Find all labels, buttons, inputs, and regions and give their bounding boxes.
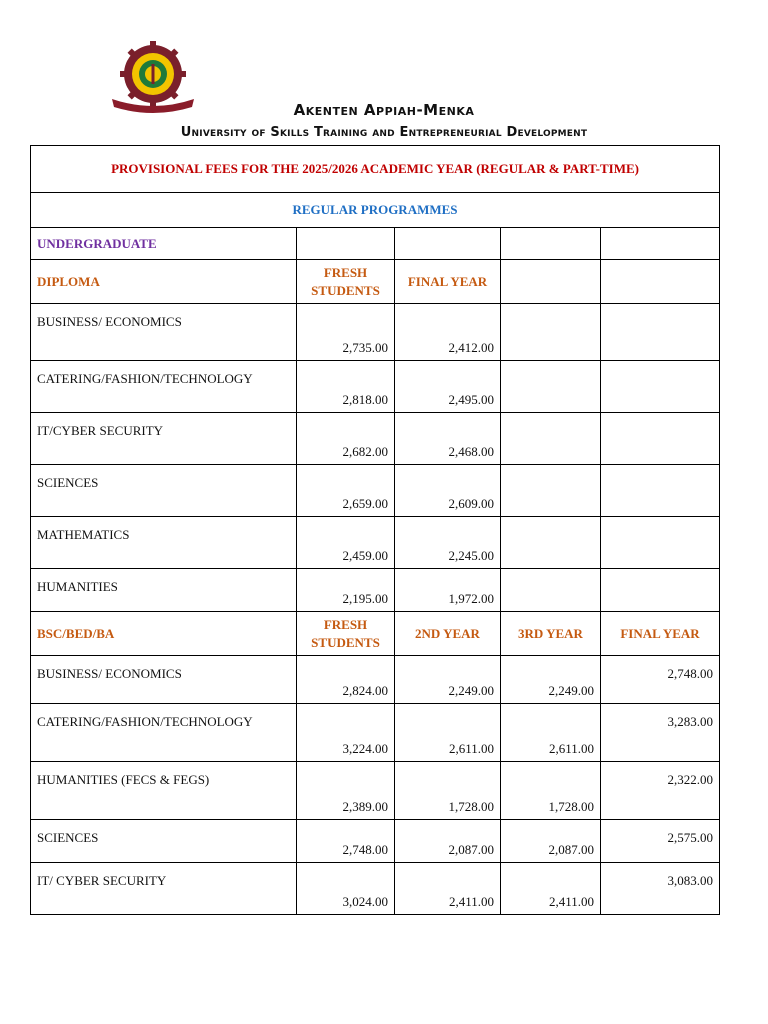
fee-third: 2,411.00 (501, 863, 601, 915)
fee-third: 2,249.00 (501, 656, 601, 704)
fee-fresh: 2,659.00 (297, 465, 395, 517)
table-row (31, 517, 720, 569)
programme-name: MATHEMATICS (31, 517, 297, 569)
fee-third: 2,087.00 (501, 820, 601, 863)
table-row (31, 762, 720, 820)
fee-fresh: 2,195.00 (297, 569, 395, 612)
fees-table (30, 145, 720, 915)
fee-third: 1,728.00 (501, 762, 601, 820)
fee-fresh: 2,735.00 (297, 304, 395, 361)
fee-fresh: 2,824.00 (297, 656, 395, 704)
undergraduate-label: UNDERGRADUATE (31, 228, 297, 260)
fee-second: 2,249.00 (395, 656, 501, 704)
degree-col-second: 2ND YEAR (395, 612, 501, 656)
table-row (31, 569, 720, 612)
degree-col-fresh: FRESH STUDENTS (297, 612, 395, 656)
fee-third: 2,611.00 (501, 704, 601, 762)
degree-label: BSC/BED/BA (31, 612, 297, 656)
programme-name: CATERING/FASHION/TECHNOLOGY (31, 704, 297, 762)
table-row (31, 704, 720, 762)
degree-col-final: FINAL YEAR (601, 612, 720, 656)
diploma-col-fresh: FRESH STUDENTS (297, 260, 395, 304)
programme-name: BUSINESS/ ECONOMICS (31, 304, 297, 361)
table-row (31, 820, 720, 863)
table-title: PROVISIONAL FEES FOR THE 2025/2026 ACADEMIC YEAR (REGULAR & PART-TIME) (31, 146, 720, 193)
programme-name: HUMANITIES (31, 569, 297, 612)
fee-second: 2,411.00 (395, 863, 501, 915)
fee-fresh: 3,224.00 (297, 704, 395, 762)
table-row (31, 361, 720, 413)
fee-final: 2,575.00 (601, 820, 720, 863)
fee-second: 2,611.00 (395, 704, 501, 762)
university-name-line2: University of Skills Training and Entrepreneurial Development (180, 125, 588, 140)
programme-name: SCIENCES (31, 820, 297, 863)
fee-second: 1,728.00 (395, 762, 501, 820)
fee-fresh: 2,748.00 (297, 820, 395, 863)
diploma-label: DIPLOMA (31, 260, 297, 304)
table-row (31, 863, 720, 915)
fee-final: 2,245.00 (395, 517, 501, 569)
table-subtitle: REGULAR PROGRAMMES (31, 193, 720, 228)
university-name-line1: Akenten Appiah-Menka (293, 101, 475, 119)
fee-second: 2,087.00 (395, 820, 501, 863)
fee-final: 3,083.00 (601, 863, 720, 915)
programme-name: HUMANITIES (FECS & FEGS) (31, 762, 297, 820)
table-row (31, 465, 720, 517)
fee-final: 2,609.00 (395, 465, 501, 517)
programme-name: IT/CYBER SECURITY (31, 413, 297, 465)
fee-final: 2,322.00 (601, 762, 720, 820)
fee-fresh: 2,459.00 (297, 517, 395, 569)
fee-final: 3,283.00 (601, 704, 720, 762)
fee-final: 1,972.00 (395, 569, 501, 612)
fee-final: 2,468.00 (395, 413, 501, 465)
programme-name: CATERING/FASHION/TECHNOLOGY (31, 361, 297, 413)
table-row (31, 656, 720, 704)
fee-final: 2,495.00 (395, 361, 501, 413)
programme-name: SCIENCES (31, 465, 297, 517)
programme-name: BUSINESS/ ECONOMICS (31, 656, 297, 704)
fee-final: 2,412.00 (395, 304, 501, 361)
diploma-col-final: FINAL YEAR (395, 260, 501, 304)
fee-fresh: 3,024.00 (297, 863, 395, 915)
programme-name: IT/ CYBER SECURITY (31, 863, 297, 915)
table-row (31, 413, 720, 465)
fee-fresh: 2,818.00 (297, 361, 395, 413)
degree-col-third: 3RD YEAR (501, 612, 601, 656)
table-row (31, 304, 720, 361)
fee-final: 2,748.00 (601, 656, 720, 704)
fee-fresh: 2,389.00 (297, 762, 395, 820)
fee-fresh: 2,682.00 (297, 413, 395, 465)
